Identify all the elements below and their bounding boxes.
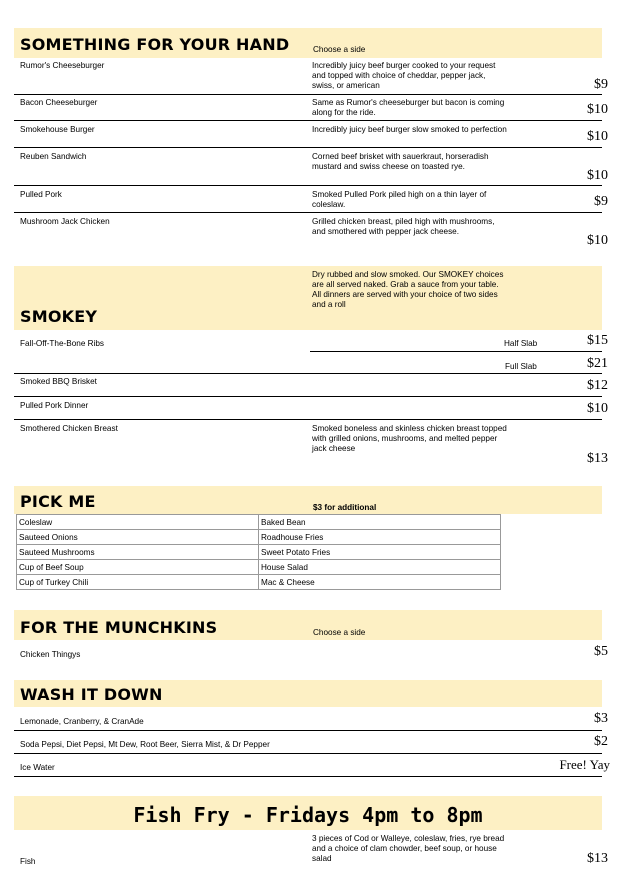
divider: [14, 419, 602, 420]
table-row: [17, 515, 501, 530]
half-slab-price: $15: [587, 333, 608, 348]
menu-item-price: $13: [587, 451, 608, 466]
divider: [14, 212, 602, 213]
menu-item-desc: Corned beef brisket with sauerkraut, horseradish mustard and swiss cheese on toasted rye.: [312, 152, 489, 171]
menu-item-price: $12: [587, 378, 608, 393]
menu-item-price: $10: [587, 102, 608, 117]
smokey-note: Dry rubbed and slow smoked. Our SMOKEY choices are all served naked. Grab a sauce from your table. All dinners are served with your choice of two sides and a roll: [312, 270, 504, 309]
menu-item-desc: Smoked Pulled Pork piled high on a thin layer of coleslaw.: [312, 190, 487, 209]
smokey-header-band: [14, 266, 602, 330]
divider: [14, 396, 602, 397]
menu-item-name: Fall-Off-The-Bone Ribs: [20, 339, 105, 348]
menu-item-price: $13: [587, 851, 608, 866]
side-cell: Coleslaw: [17, 515, 259, 530]
menu-item-name: Bacon Cheeseburger: [20, 98, 98, 107]
pick-header-band: [14, 486, 602, 514]
menu-item-name: Rumor's Cheeseburger: [20, 61, 105, 70]
munch-choose-side-note: Choose a side: [313, 628, 366, 637]
divider: [14, 753, 602, 754]
menu-item-desc: Grilled chicken breast, piled high with mushrooms, and smothered with pepper jack cheese.: [312, 217, 495, 236]
menu-item-name: Smothered Chicken Breast: [20, 424, 118, 433]
side-cell: Sweet Potato Fries: [259, 545, 501, 560]
menu-item-price: $10: [587, 401, 608, 416]
table-row: [17, 575, 501, 590]
menu-item-price: $5: [594, 644, 608, 659]
menu-item-name: Pulled Pork: [20, 190, 62, 199]
hand-section-title: SOMETHING FOR YOUR HAND: [20, 35, 290, 54]
menu-item-name: Smoked BBQ Brisket: [20, 377, 97, 386]
hand-choose-side-note: Choose a side: [313, 45, 366, 54]
menu-item-name: Pulled Pork Dinner: [20, 401, 89, 410]
full-slab-price: $21: [587, 356, 608, 371]
menu-item-price: $3: [594, 711, 608, 726]
side-cell: Roadhouse Fries: [259, 530, 501, 545]
menu-item-price: $10: [587, 233, 608, 248]
menu-item-price: $10: [587, 168, 608, 183]
additional-side-note: $3 for additional: [313, 503, 377, 512]
divider: [14, 185, 602, 186]
menu-item-desc: Incredibly juicy beef burger slow smoked to perfection: [312, 125, 507, 134]
menu-item-price: $9: [594, 77, 608, 92]
side-cell: Sauteed Onions: [17, 530, 259, 545]
table-row: [17, 530, 501, 545]
table-row: [17, 545, 501, 560]
menu-item-name: Reuben Sandwich: [20, 152, 87, 161]
menu-item-desc: 3 pieces of Cod or Walleye, coleslaw, fries, rye bread and a choice of clam chowder, beef soup, or house salad: [312, 834, 505, 863]
menu-item-name: Smokehouse Burger: [20, 125, 95, 134]
menu-item-name: Mushroom Jack Chicken: [20, 217, 110, 226]
menu-item-price: Free! Yay: [559, 757, 610, 772]
table-row: [17, 560, 501, 575]
menu-item-name: Fish: [20, 857, 36, 866]
side-cell: Cup of Turkey Chili: [17, 575, 259, 590]
divider: [310, 351, 602, 352]
menu-item-price: $2: [594, 734, 608, 749]
divider: [14, 373, 602, 374]
side-cell: Sauteed Mushrooms: [17, 545, 259, 560]
half-slab-label: Half Slab: [504, 339, 538, 348]
smokey-section-title: SMOKEY: [20, 307, 98, 326]
menu-item-desc: Incredibly juicy beef burger cooked to your request and topped with choice of cheddar, pepper jack, swiss, or american: [312, 61, 496, 90]
divider: [14, 120, 602, 121]
sides-table: [16, 514, 501, 590]
side-cell: Baked Bean: [259, 515, 501, 530]
divider: [14, 147, 602, 148]
menu-item-name: Chicken Thingys: [20, 650, 81, 659]
menu-item-price: $10: [587, 129, 608, 144]
menu-item-name: Lemonade, Cranberry, & CranAde: [20, 717, 144, 726]
fish-fry-title: Fish Fry - Fridays 4pm to 8pm: [133, 803, 483, 827]
divider: [14, 730, 602, 731]
wash-section-title: WASH IT DOWN: [20, 685, 163, 704]
menu-item-name: Ice Water: [20, 763, 55, 772]
side-cell: Cup of Beef Soup: [17, 560, 259, 575]
side-cell: House Salad: [259, 560, 501, 575]
munch-section-title: FOR THE MUNCHKINS: [20, 618, 218, 637]
divider: [14, 94, 602, 95]
menu-item-desc: Smoked boneless and skinless chicken breast topped with grilled onions, mushrooms, and melted pepper jack cheese: [312, 424, 507, 453]
side-cell: Mac & Cheese: [259, 575, 501, 590]
divider: [14, 776, 602, 777]
menu-item-price: $9: [594, 194, 608, 209]
menu-item-name: Soda Pepsi, Diet Pepsi, Mt Dew, Root Beer, Sierra Mist, & Dr Pepper: [20, 740, 270, 749]
pick-section-title: PICK ME: [20, 492, 96, 511]
full-slab-label: Full Slab: [505, 362, 537, 371]
menu-item-desc: Same as Rumor's cheeseburger but bacon is coming along for the ride.: [312, 98, 505, 117]
